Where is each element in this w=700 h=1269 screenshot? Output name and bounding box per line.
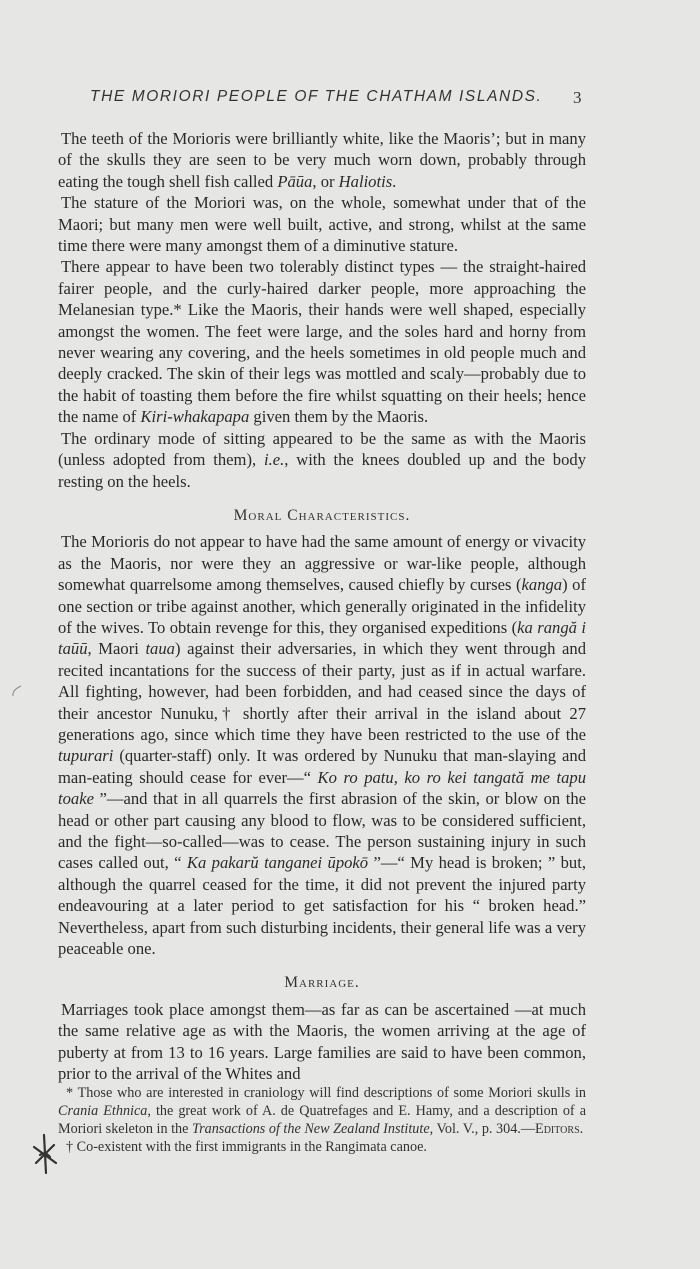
ink-scribble-icon	[30, 1133, 60, 1177]
footnotes	[58, 1084, 586, 1156]
margin-pencil-mark	[8, 684, 24, 698]
paragraph-types: There appear to have been two tolerably distinct types — the straight-haired fairer people, and the curly-haired darker people, more approaching the Melanesian type.* Like the Maoris, their hands were well shaped, especially amongst the women. The feet were large, and the soles hard and horny from never wearing any covering, and the heels sometimes in old people much and deeply cracked. The skin of their legs was mottled and scaly—probably due to the habit of toasting them before the fire whilst squatting on their heels; hence the name of Kiri-whakapapa given them by the Maoris.	[58, 257, 586, 427]
running-title: THE MORIORI PEOPLE OF THE CHATHAM ISLANDS.	[90, 88, 543, 105]
paragraph-teeth: The teeth of the Morioris were brilliantly white, like the Maoris’; but in many of the skulls they are seen to be very much worn down, probably through eating the tough shell fish called Pāūa, or Haliotis.	[58, 129, 586, 191]
footnote-nunuku: † Co-existent with the first immigrants in the Rangimata canoe.	[66, 1139, 427, 1155]
footnote-craniology: * Those who are interested in craniology will find descriptions of some Moriori skulls in Crania Ethnica, the great work of A. de Quatrefages and E. Hamy, and a description of a Moriori skeleton in the Transactions of the New Zealand Institute, Vol. V., p. 304.—Editors.	[58, 1085, 586, 1137]
paragraph-stature: The stature of the Moriori was, on the whole, somewhat under that of the Maori; but many men were well built, active, and strong, whilst at the same time there were many amongst them of a diminutive stature.	[58, 193, 586, 256]
section-heading-marriage: Marriage.	[284, 974, 360, 992]
paragraph-marriage: Marriages took place amongst them—as far as can be ascertained —at much the same relative age as with the Maoris, the women arriving at the age of puberty at from 13 to 16 years. Large families are said to have been common, prior to the arrival of the Whites and	[58, 999, 586, 1084]
body-text	[58, 128, 586, 1084]
paragraph-sitting: The ordinary mode of sitting appeared to be the same as with the Maoris (unless adopted from them), i.e., with the knees doubled up and the body resting on the heels.	[58, 428, 586, 491]
section-heading-moral: Moral Characteristics.	[233, 506, 411, 524]
paragraph-moral: The Morioris do not appear to have had the same amount of energy or vivacity as the Maoris, nor were they an aggressive or war-like people, although somewhat quarrelsome among themselves, caused chiefly by curses (kanga) of one section or tribe against another, which generally originated in the infidelity of the wives. To obtain revenge for this, they organised expeditions (ka rangă i taūū, Maori taua) against their adversaries, in which they went through and recited incantations for the success of their party, just as if in actual warfare. All fighting, however, had been forbidden, and had ceased since the days of their ancestor Nunuku,† shortly after their arrival in the island about 27 generations ago, since which time they have been restricted to the use of the tupurari (quarter-staff) only. It was ordered by Nunuku that man-slaying and man-eating should cease for ever—“ Ko ro patu, ko ro kei tangată me tapu toake ”—and that in all quarrels the first abrasion of the skin, or blow on the head or other part causing any blood to flow, was to be considered sufficient, and the fight—so-called—was to cease. The person sustaining injury in such cases called out, “ Ka pakarŭ tanganei ūpokō ”—“ My head is broken; ” but, although the quarrel ceased for the time, it did not prevent the injured party endeavouring at a later period to get satisfaction for his “ broken head.” Nevertheless, apart from such disturbing incidents, their general life was a very peaceable one.	[58, 532, 586, 959]
page-number: 3	[573, 88, 582, 107]
